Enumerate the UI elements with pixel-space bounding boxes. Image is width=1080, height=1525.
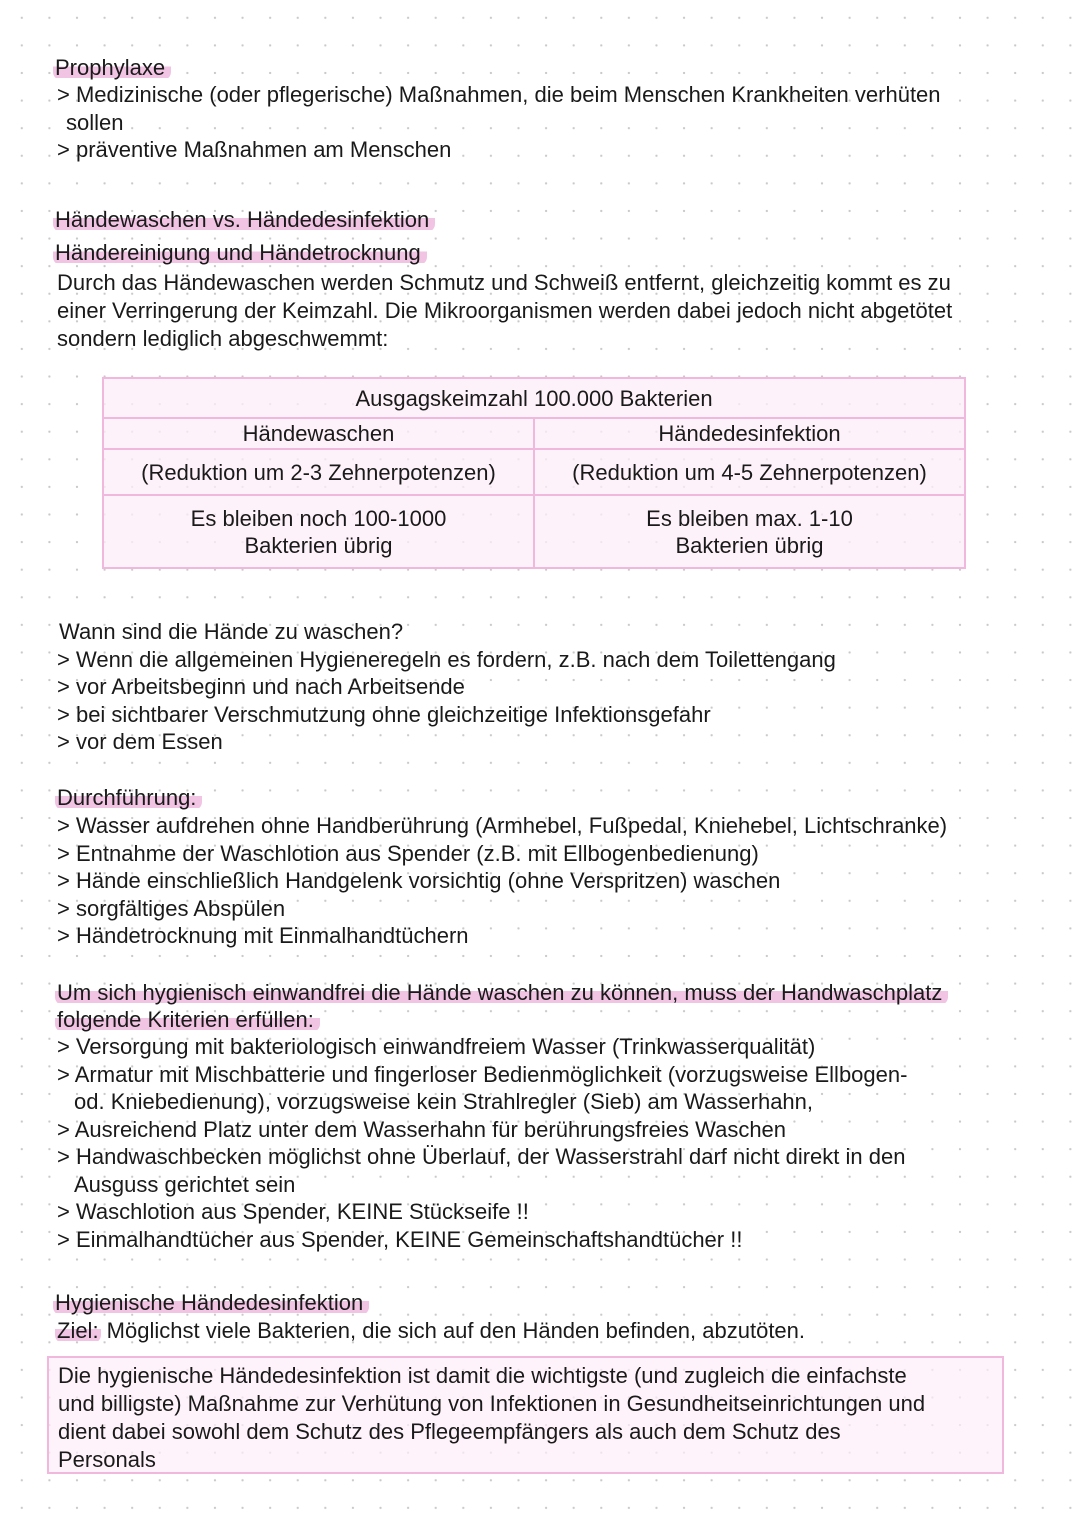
cell-line: Es bleiben max. 1-10 [646,505,853,531]
list-item-continuation: Ausguss gerichtet sein [74,1172,296,1197]
list-item: > Medizinische (oder pflegerische) Maßnahmen, die beim Menschen Krankheiten verhüten [57,82,941,107]
ziel-line [57,1317,805,1345]
ziel-label: Ziel: [57,1318,99,1343]
list-item: > vor dem Essen [57,729,223,754]
list-item: > Hände einschließlich Handgelenk vorsichtig (ohne Verspritzen) waschen [57,868,781,893]
box-line: und billigste) Maßnahme zur Verhütung von Infektionen in Gesundheitseinrichtungen und [58,1391,926,1416]
table-cell: (Reduktion um 4-5 Zehnerpotenzen) [534,449,965,495]
list-item: > Armatur mit Mischbatterie und fingerloser Bedienmöglichkeit (vorzugsweise Ellbogen- [57,1062,908,1087]
subheading-reinigung [57,239,427,267]
heading-durchfuehrung [59,784,202,812]
heading-kriterien [59,979,948,1007]
paragraph-line: Durch das Händewaschen werden Schmutz und Schweiß entfernt, gleichzeitig kommt es zu [57,270,951,295]
cell-line: Bakterien übrig [675,532,824,558]
list-item: > Wasser aufdrehen ohne Handberührung (Armhebel, Fußpedal, Kniehebel, Lichtschranke) [57,813,948,838]
heading-text: Durchführung: [55,785,202,810]
cell-line: Bakterien übrig [244,532,393,558]
list-item: > Waschlotion aus Spender, KEINE Stückseife !! [57,1199,529,1224]
list-item: > sorgfältiges Abspülen [57,896,286,921]
ziel-text: Möglichst viele Bakterien, die sich auf den Händen befinden, abzutöten. [100,1318,806,1343]
box-line: Personals [58,1447,156,1472]
list-item: > Ausreichend Platz unter dem Wasserhahn für berührungsfreies Waschen [57,1117,787,1142]
heading-vergleich [57,206,435,234]
list-item: > Handwaschbecken möglichst ohne Überlauf, der Wasserstrahl darf nicht direkt in den [57,1144,906,1169]
heading-prophylaxe [57,54,171,82]
heading-text: Händewaschen vs. Händedesinfektion [53,207,435,232]
heading-text: Hygienische Händedesinfektion [53,1290,369,1315]
heading-text: folgende Kriterien erfüllen: [55,1007,320,1032]
paragraph-line: einer Verringerung der Keimzahl. Die Mikroorganismen werden dabei jedoch nicht abgetötet [57,298,953,323]
list-item: > Entnahme der Waschlotion aus Spender (z.B. mit Ellbogenbedienung) [57,841,759,866]
list-item: > präventive Maßnahmen am Menschen [57,137,452,162]
heading-wann: Wann sind die Hände zu waschen? [59,619,404,644]
heading-text: Prophylaxe [53,55,171,80]
table-title: Ausgagskeimzahl 100.000 Bakterien [103,378,965,418]
heading-kriterien-2 [59,1006,320,1034]
table-cell: (Reduktion um 2-3 Zehnerpotenzen) [103,449,534,495]
heading-text: Um sich hygienisch einwandfrei die Hände waschen zu können, muss der Handwaschplatz [55,980,948,1005]
list-item: > Versorgung mit bakteriologisch einwandfreiem Wasser (Trinkwasserqualität) [57,1034,816,1059]
table-cell [103,495,534,568]
highlight-box [47,1356,1004,1474]
table-cell [534,495,965,568]
comparison-table [102,377,966,569]
paragraph-line: sondern lediglich abgeschwemmt: [57,326,389,351]
list-item: > bei sichtbarer Verschmutzung ohne gleichzeitige Infektionsgefahr [57,702,711,727]
list-item-continuation: od. Kniebedienung), vorzugsweise kein Strahlregler (Sieb) am Wasserhahn, [74,1089,814,1114]
list-item-continuation: sollen [66,110,124,135]
list-item: > vor Arbeitsbeginn und nach Arbeitsende [57,674,465,699]
list-item: > Händetrocknung mit Einmalhandtüchern [57,923,469,948]
column-header-haendewaschen: Händewaschen [103,418,534,449]
list-item: > Wenn die allgemeinen Hygieneregeln es fordern, z.B. nach dem Toilettengang [57,647,836,672]
column-header-haendedesinfektion: Händedesinfektion [534,418,965,449]
cell-line: Es bleiben noch 100-1000 [190,505,447,531]
box-line: Die hygienische Händedesinfektion ist damit die wichtigste (und zugleich die einfachste [58,1363,907,1388]
list-item: > Einmalhandtücher aus Spender, KEINE Gemeinschaftshandtücher !! [57,1227,743,1252]
heading-haendedesinfektion [57,1289,369,1317]
heading-text: Händereinigung und Händetrocknung [53,240,427,265]
box-line: dient dabei sowohl dem Schutz des Pflegeempfängers als auch dem Schutz des [58,1419,841,1444]
